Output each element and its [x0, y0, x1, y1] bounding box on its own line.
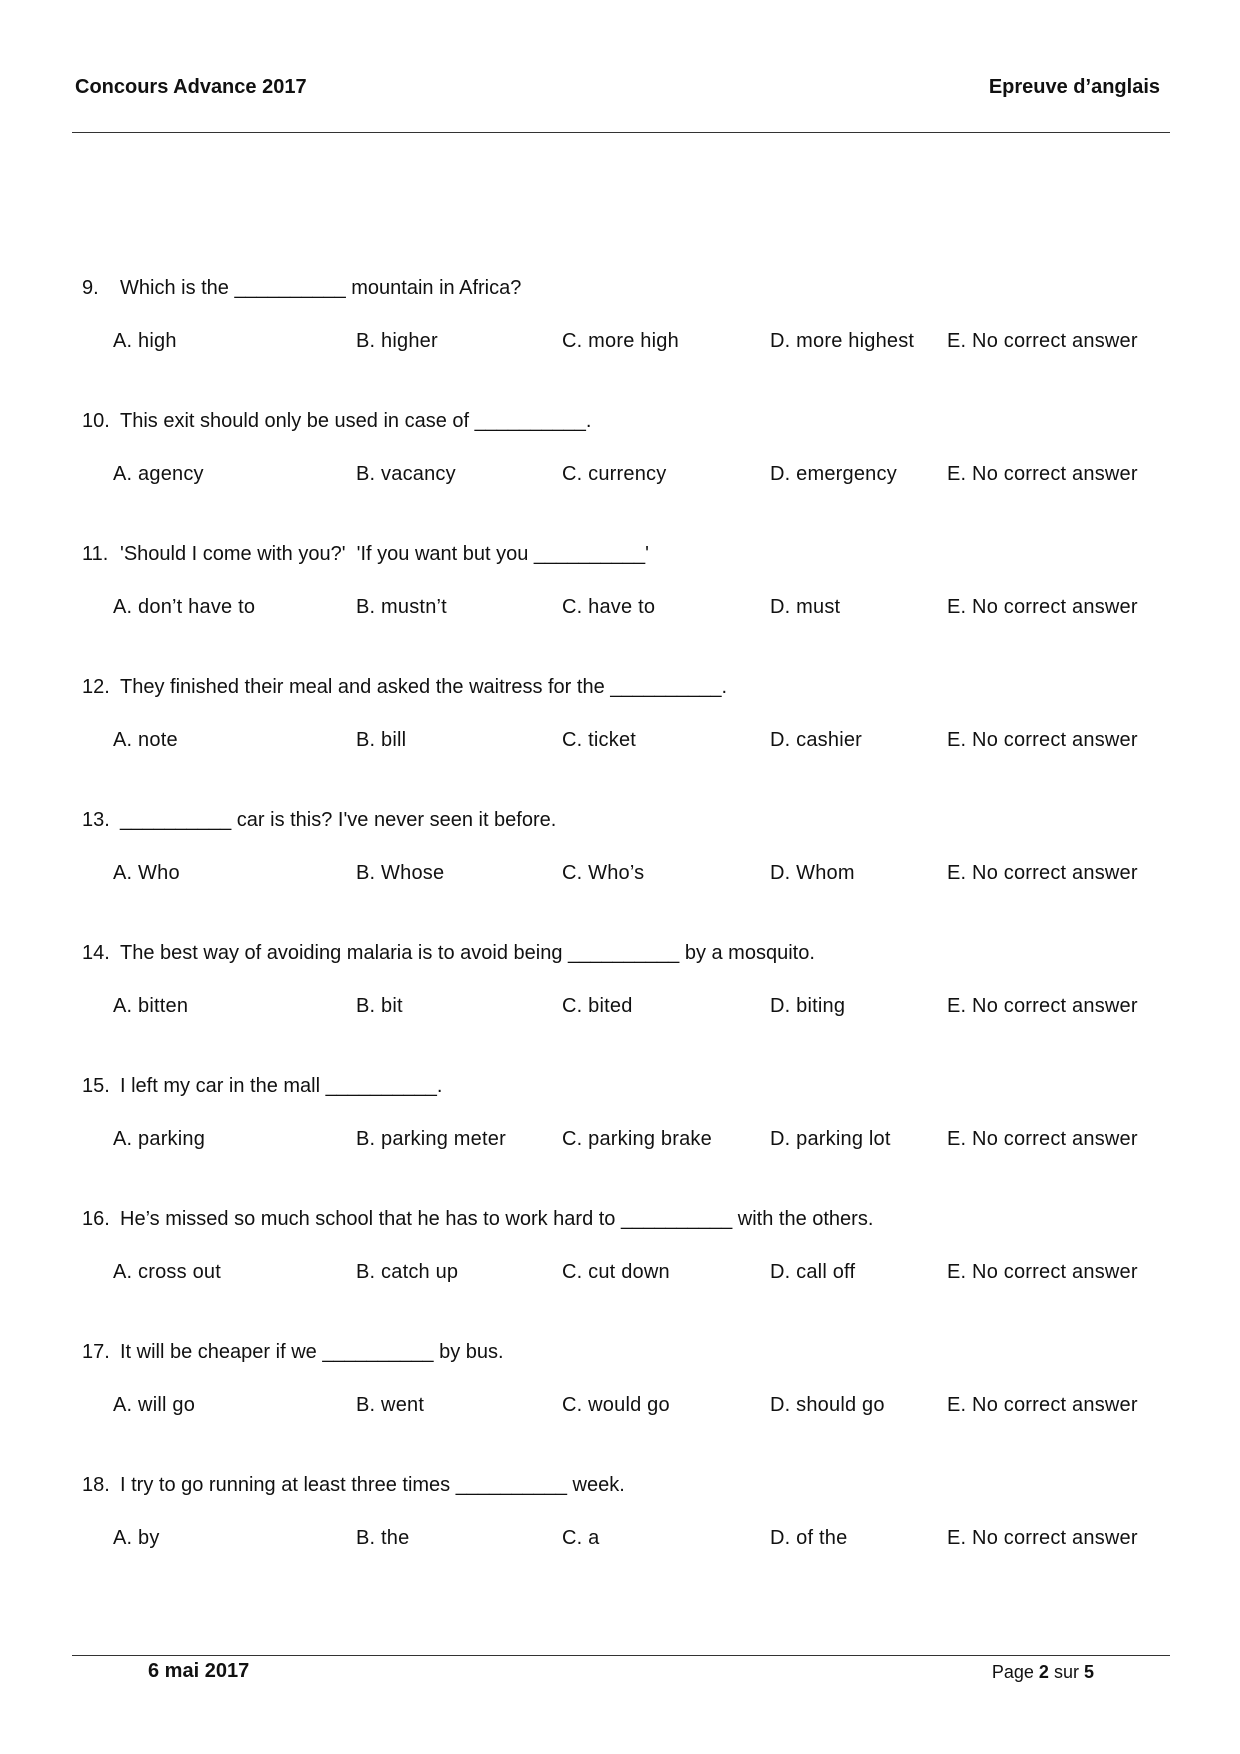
option-e: E. No correct answer: [947, 862, 1138, 884]
header-title: Concours Advance 2017: [75, 76, 307, 98]
question-text: I left my car in the mall __________.: [120, 1075, 443, 1097]
page-indicator: [992, 1662, 1094, 1683]
option-c: C. bited: [562, 995, 633, 1017]
option-c: C. have to: [562, 596, 656, 618]
option-b: B. bit: [356, 995, 403, 1017]
option-b: B. vacancy: [356, 463, 456, 485]
question-text: 'Should I come with you?' 'If you want but you __________': [120, 543, 649, 565]
question-number: 14.: [82, 942, 110, 964]
option-d: D. must: [770, 596, 841, 618]
question-number: 10.: [82, 410, 110, 432]
question-14: [82, 935, 1182, 1068]
option-a: A. bitten: [113, 995, 189, 1017]
option-d: D. parking lot: [770, 1128, 891, 1150]
option-b: B. parking meter: [356, 1128, 506, 1150]
question-number: 11.: [82, 543, 109, 565]
option-d: D. of the: [770, 1527, 848, 1549]
answer-options: [113, 323, 1182, 359]
option-c: C. ticket: [562, 729, 637, 751]
option-e: E. No correct answer: [947, 596, 1138, 618]
option-e: E. No correct answer: [947, 1261, 1138, 1283]
answer-options: [113, 855, 1182, 891]
option-a: A. note: [113, 729, 178, 751]
option-a: A. cross out: [113, 1261, 221, 1283]
page-current: 2: [1038, 1662, 1049, 1682]
question-17: [82, 1334, 1182, 1467]
answer-options: [113, 1387, 1182, 1423]
question-number: 12.: [82, 676, 110, 698]
question-text: I try to go running at least three times __________ week.: [120, 1474, 625, 1496]
question-12: [82, 669, 1182, 802]
option-d: D. call off: [770, 1261, 856, 1283]
question-text: The best way of avoiding malaria is to avoid being __________ by a mosquito.: [120, 942, 815, 964]
option-b: B. catch up: [356, 1261, 459, 1283]
question-list: [82, 270, 1182, 1600]
question-number: 16.: [82, 1208, 110, 1230]
question-text: They finished their meal and asked the waitress for the __________.: [120, 676, 728, 698]
answer-options: [113, 1520, 1182, 1556]
option-d: D. Whom: [770, 862, 855, 884]
question-13: [82, 802, 1182, 935]
option-c: C. more high: [562, 330, 679, 352]
question-number: 13.: [82, 809, 110, 831]
question-text: It will be cheaper if we __________ by bus.: [120, 1341, 504, 1363]
option-e: E. No correct answer: [947, 330, 1138, 352]
question-number: 9.: [82, 277, 99, 299]
question-text: Which is the __________ mountain in Africa?: [120, 277, 522, 299]
option-a: A. high: [113, 330, 177, 352]
option-d: D. cashier: [770, 729, 863, 751]
option-d: D. biting: [770, 995, 846, 1017]
option-d: D. more highest: [770, 330, 915, 352]
answer-options: [113, 722, 1182, 758]
option-b: B. the: [356, 1527, 410, 1549]
option-c: C. parking brake: [562, 1128, 712, 1150]
question-number: 17.: [82, 1341, 110, 1363]
option-b: B. higher: [356, 330, 438, 352]
question-text: He’s missed so much school that he has to work hard to __________ with the others.: [120, 1208, 874, 1230]
page-separator: sur: [1053, 1662, 1079, 1682]
option-a: A. by: [113, 1527, 160, 1549]
answer-options: [113, 1121, 1182, 1157]
question-18: [82, 1467, 1182, 1600]
question-16: [82, 1201, 1182, 1334]
question-9: [82, 270, 1182, 403]
option-e: E. No correct answer: [947, 1527, 1138, 1549]
option-e: E. No correct answer: [947, 729, 1138, 751]
answer-options: [113, 589, 1182, 625]
option-d: D. should go: [770, 1394, 885, 1416]
option-e: E. No correct answer: [947, 1394, 1138, 1416]
option-c: C. Who’s: [562, 862, 645, 884]
option-e: E. No correct answer: [947, 1128, 1138, 1150]
answer-options: [113, 988, 1182, 1024]
header-divider: [72, 132, 1170, 133]
option-e: E. No correct answer: [947, 463, 1138, 485]
option-e: E. No correct answer: [947, 995, 1138, 1017]
option-c: C. cut down: [562, 1261, 670, 1283]
footer-date: 6 mai 2017: [148, 1660, 250, 1682]
question-text: This exit should only be used in case of __________.: [120, 410, 592, 432]
option-b: B. Whose: [356, 862, 445, 884]
option-c: C. a: [562, 1527, 600, 1549]
option-b: B. bill: [356, 729, 407, 751]
footer-divider: [72, 1655, 1170, 1656]
answer-options: [113, 456, 1182, 492]
option-d: D. emergency: [770, 463, 897, 485]
question-15: [82, 1068, 1182, 1201]
question-11: [82, 536, 1182, 669]
option-b: B. went: [356, 1394, 425, 1416]
option-a: A. Who: [113, 862, 180, 884]
option-a: A. don’t have to: [113, 596, 256, 618]
page-prefix: Page: [991, 1662, 1034, 1682]
option-b: B. mustn’t: [356, 596, 447, 618]
header-subject: Epreuve d’anglais: [988, 76, 1160, 98]
page-total: 5: [1083, 1662, 1094, 1682]
option-a: A. agency: [113, 463, 204, 485]
question-10: [82, 403, 1182, 536]
answer-options: [113, 1254, 1182, 1290]
question-text: __________ car is this? I've never seen it before.: [120, 809, 557, 831]
option-c: C. currency: [562, 463, 667, 485]
question-number: 18.: [82, 1474, 110, 1496]
option-a: A. will go: [113, 1394, 196, 1416]
option-c: C. would go: [562, 1394, 670, 1416]
option-a: A. parking: [113, 1128, 206, 1150]
question-number: 15.: [82, 1075, 110, 1097]
